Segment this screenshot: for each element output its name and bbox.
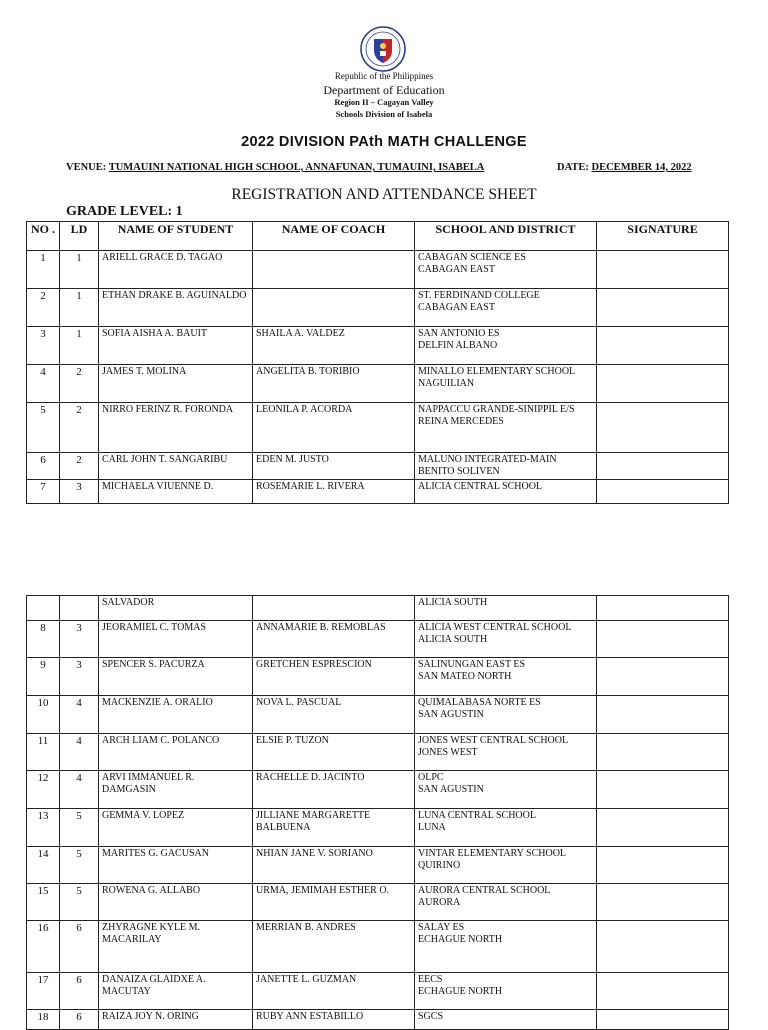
- row-school-text: JONES WEST CENTRAL SCHOOL JONES WEST: [418, 735, 569, 758]
- row-signature[interactable]: [597, 973, 729, 1010]
- row-number-text: 3: [40, 328, 46, 340]
- row-school-text: ALICIA WEST CENTRAL SCHOOL ALICIA SOUTH: [418, 622, 572, 645]
- row-school: [415, 403, 597, 453]
- republic-line: Republic of the Philippines: [334, 71, 434, 81]
- row-number: [27, 1010, 60, 1030]
- row-coach-text: RUBY ANN ESTABILLO: [256, 1011, 364, 1022]
- row-number-text: 11: [37, 735, 49, 747]
- row-student: [99, 696, 253, 734]
- row-coach: [253, 771, 415, 809]
- row-coach-text: MERRIAN B. ANDRES: [256, 922, 356, 933]
- col-signature: SIGNATURE: [597, 222, 729, 251]
- row-coach-text: JANETTE L. GUZMAN: [256, 974, 357, 985]
- row-student: [99, 771, 253, 809]
- attendance-table-page2: [26, 595, 729, 1030]
- row-signature[interactable]: [597, 658, 729, 696]
- row-ld-text: 5: [76, 885, 82, 897]
- row-coach: [253, 847, 415, 884]
- row-school: [415, 884, 597, 921]
- row-school: [415, 921, 597, 973]
- row-student-text: GEMMA V. LOPEZ: [102, 810, 185, 821]
- row-number: [27, 621, 60, 658]
- row-student-text: ZHYRAGNE KYLE M. MACARILAY: [102, 922, 201, 945]
- row-coach: [253, 327, 415, 365]
- row-ld-text: 1: [76, 252, 82, 264]
- row-school: [415, 973, 597, 1010]
- col-school: SCHOOL AND DISTRICT: [415, 222, 597, 251]
- row-number: [27, 696, 60, 734]
- row-ld: [60, 809, 99, 847]
- row-number-text: 7: [40, 481, 46, 493]
- row-number-text: 13: [37, 810, 49, 822]
- row-coach-text: RACHELLE D. JACINTO: [256, 772, 365, 783]
- table-row: [27, 696, 729, 734]
- row-coach-text: SHAILA A. VALDEZ: [256, 328, 345, 339]
- row-signature[interactable]: [597, 847, 729, 884]
- row-student: [99, 658, 253, 696]
- row-ld: [60, 365, 99, 403]
- row-signature[interactable]: [597, 771, 729, 809]
- col-coach: NAME OF COACH: [253, 222, 415, 251]
- division-line: Schools Division of Isabela: [335, 109, 433, 119]
- row-ld-text: 6: [76, 922, 82, 934]
- row-school-text: ST. FERDINAND COLLEGE CABAGAN EAST: [418, 290, 540, 313]
- row-student: [99, 734, 253, 771]
- row-signature[interactable]: [597, 480, 729, 504]
- table-row: [27, 289, 729, 327]
- row-student: [99, 251, 253, 289]
- grade-level: GRADE LEVEL: 1: [66, 204, 183, 219]
- row-coach: [253, 453, 415, 480]
- row-coach-text: LEONILA P. ACORDA: [256, 404, 353, 415]
- row-school-text: LUNA CENTRAL SCHOOL LUNA: [418, 810, 536, 833]
- row-number: [27, 403, 60, 453]
- row-student-text: MARITES G. GACUSAN: [102, 848, 209, 859]
- row-coach: [253, 1010, 415, 1030]
- row-signature[interactable]: [597, 809, 729, 847]
- row-coach: [253, 403, 415, 453]
- row-ld-text: 4: [76, 697, 82, 709]
- row-coach-text: NHIAN JANE V. SORIANO: [256, 848, 373, 859]
- row-number: [27, 734, 60, 771]
- venue-date-row: [66, 162, 706, 173]
- row-student-text: SALVADOR: [102, 597, 155, 608]
- row-number: [27, 289, 60, 327]
- row-number-text: 14: [37, 848, 49, 860]
- row-coach-text: GRETCHEN ESPRESCION: [256, 659, 372, 670]
- table-row: [27, 658, 729, 696]
- row-number-text: 8: [40, 622, 46, 634]
- row-number: [27, 365, 60, 403]
- row-number-text: 12: [37, 772, 49, 784]
- row-signature[interactable]: [597, 1010, 729, 1030]
- row-signature[interactable]: [597, 696, 729, 734]
- row-ld-text: 6: [76, 1011, 82, 1023]
- row-signature[interactable]: [597, 403, 729, 453]
- row-school-text: MINALLO ELEMENTARY SCHOOL NAGUILIAN: [418, 366, 576, 389]
- row-number: [27, 847, 60, 884]
- row-school: [415, 771, 597, 809]
- row-ld-text: 3: [76, 622, 82, 634]
- row-number-text: 4: [40, 366, 46, 378]
- table-row: [27, 1010, 729, 1030]
- row-coach: [253, 480, 415, 504]
- row-number: [27, 480, 60, 504]
- row-coach: [253, 921, 415, 973]
- row-ld: [60, 1010, 99, 1030]
- row-number: [27, 921, 60, 973]
- table-row: [27, 921, 729, 973]
- row-number-text: 1: [40, 252, 46, 264]
- table-row: [27, 809, 729, 847]
- row-coach-text: ANNAMARIE B. REMOBLAS: [256, 622, 386, 633]
- row-school: [415, 1010, 597, 1030]
- row-ld-text: 6: [76, 974, 82, 986]
- row-coach: [253, 658, 415, 696]
- row-number-text: 15: [37, 885, 49, 897]
- row-student-text: ARIELL GRACE D. TAGAO: [102, 252, 223, 263]
- row-school: [415, 621, 597, 658]
- row-number-text: 6: [40, 454, 46, 466]
- table-row: [27, 403, 729, 453]
- row-number-text: 5: [40, 404, 46, 416]
- row-student-text: DANAIZA GLAIDXE A. MACUTAY: [102, 974, 206, 997]
- row-school-text: VINTAR ELEMENTARY SCHOOL QUIRINO: [418, 848, 567, 871]
- row-ld: [60, 921, 99, 973]
- row-student-text: ROWENA G. ALLABO: [102, 885, 201, 896]
- row-ld: [60, 847, 99, 884]
- row-ld: [60, 734, 99, 771]
- col-student: NAME OF STUDENT: [99, 222, 253, 251]
- table-row: [27, 884, 729, 921]
- row-coach-text: JILLIANE MARGARETTE BALBUENA: [256, 810, 371, 833]
- row-school: [415, 847, 597, 884]
- row-coach: [253, 289, 415, 327]
- row-student: [99, 453, 253, 480]
- row-coach: [253, 884, 415, 921]
- row-school: [415, 658, 597, 696]
- row-school: [415, 289, 597, 327]
- row-number: [27, 884, 60, 921]
- venue-label: VENUE:: [66, 162, 107, 173]
- deped-seal-icon: [360, 26, 406, 72]
- row-student: [99, 480, 253, 504]
- row-number-text: 10: [37, 697, 49, 709]
- row-coach-text: ELSIE P. TUZON: [256, 735, 329, 746]
- row-school: [415, 596, 597, 621]
- row-number: [27, 658, 60, 696]
- row-school: [415, 327, 597, 365]
- row-student-text: MACKENZIE A. ORALIO: [102, 697, 213, 708]
- row-ld: [60, 327, 99, 365]
- row-signature[interactable]: [597, 453, 729, 480]
- table-row: [27, 596, 729, 621]
- row-student: [99, 809, 253, 847]
- row-school-text: SAN ANTONIO ES DELFIN ALBANO: [418, 328, 500, 351]
- row-signature[interactable]: [597, 251, 729, 289]
- row-signature[interactable]: [597, 884, 729, 921]
- row-student: [99, 327, 253, 365]
- row-student: [99, 1010, 253, 1030]
- row-school-text: AURORA CENTRAL SCHOOL AURORA: [418, 885, 551, 908]
- row-student-text: SOFIA AISHA A. BAUIT: [102, 328, 208, 339]
- row-ld: [60, 771, 99, 809]
- row-ld-text: 1: [76, 328, 82, 340]
- row-student-text: MICHAELA VIUENNE D.: [102, 481, 214, 492]
- table-row: [27, 327, 729, 365]
- row-number: [27, 596, 60, 621]
- table-row: [27, 251, 729, 289]
- col-ld: LD: [60, 222, 99, 251]
- row-coach: [253, 621, 415, 658]
- row-school-text: SGCS: [418, 1011, 444, 1022]
- row-ld-text: 5: [76, 848, 82, 860]
- table-row: [27, 973, 729, 1010]
- row-ld-text: 5: [76, 810, 82, 822]
- row-coach-text: EDEN M. JUSTO: [256, 454, 329, 465]
- row-school-text: ALICIA CENTRAL SCHOOL: [418, 481, 543, 492]
- row-ld: [60, 658, 99, 696]
- row-signature[interactable]: [597, 921, 729, 973]
- sheet-title: REGISTRATION AND ATTENDANCE SHEET: [231, 186, 537, 203]
- row-number-text: 16: [37, 922, 49, 934]
- table-row: [27, 453, 729, 480]
- row-school: [415, 480, 597, 504]
- row-number: [27, 327, 60, 365]
- row-school: [415, 453, 597, 480]
- row-number-text: 17: [37, 974, 49, 986]
- date-value: DECEMBER 14, 2022: [591, 162, 692, 173]
- row-coach-text: URMA, JEMIMAH ESTHER O.: [256, 885, 390, 896]
- row-ld: [60, 289, 99, 327]
- row-ld: [60, 596, 99, 621]
- row-student-text: RAIZA JOY N. ORING: [102, 1011, 199, 1022]
- row-ld-text: 2: [76, 454, 82, 466]
- row-number: [27, 251, 60, 289]
- row-student-text: ARVI IMMANUEL R. DAMGASIN: [102, 772, 195, 795]
- table-row: [27, 621, 729, 658]
- row-ld: [60, 621, 99, 658]
- row-student: [99, 847, 253, 884]
- row-ld: [60, 973, 99, 1010]
- row-number: [27, 771, 60, 809]
- row-signature[interactable]: [597, 289, 729, 327]
- row-ld-text: 4: [76, 735, 82, 747]
- row-student: [99, 596, 253, 621]
- row-signature[interactable]: [597, 596, 729, 621]
- row-school: [415, 696, 597, 734]
- date-block: [557, 162, 692, 173]
- row-school-text: NAPPACCU GRANDE-SINIPPIL E/S REINA MERCEDES: [418, 404, 575, 427]
- row-student-text: CARL JOHN T. SANGARIBU: [102, 454, 228, 465]
- row-coach-text: ROSEMARIE L. RIVERA: [256, 481, 365, 492]
- row-student: [99, 289, 253, 327]
- row-coach: [253, 251, 415, 289]
- attendance-table-page1: [26, 221, 729, 504]
- row-coach: [253, 365, 415, 403]
- row-school-text: OLPC SAN AGUSTIN: [418, 772, 484, 795]
- row-ld: [60, 696, 99, 734]
- row-ld: [60, 480, 99, 504]
- row-school-text: SALINUNGAN EAST ES SAN MATEO NORTH: [418, 659, 526, 682]
- row-student-text: NIRRO FERINZ R. FORONDA: [102, 404, 234, 415]
- row-signature[interactable]: [597, 365, 729, 403]
- row-signature[interactable]: [597, 327, 729, 365]
- row-number-text: 18: [37, 1011, 49, 1023]
- row-school-text: SALAY ES ECHAGUE NORTH: [418, 922, 503, 945]
- row-ld: [60, 403, 99, 453]
- table-header-row: [27, 222, 729, 251]
- row-ld-text: 3: [76, 481, 82, 493]
- row-number: [27, 973, 60, 1010]
- row-school-text: ALICIA SOUTH: [418, 597, 488, 608]
- row-student-text: ARCH LIAM C. POLANCO: [102, 735, 220, 746]
- row-ld: [60, 453, 99, 480]
- row-student-text: JEORAMIEL C. TOMAS: [102, 622, 206, 633]
- row-school-text: QUIMALABASA NORTE ES SAN AGUSTIN: [418, 697, 541, 720]
- row-coach: [253, 973, 415, 1010]
- department-line: Department of Education: [323, 83, 445, 97]
- row-coach: [253, 809, 415, 847]
- row-school-text: EECS ECHAGUE NORTH: [418, 974, 503, 997]
- region-line: Region II – Cagayan Valley: [334, 97, 434, 107]
- table-row: [27, 365, 729, 403]
- row-student: [99, 365, 253, 403]
- row-ld-text: 2: [76, 366, 82, 378]
- table-row: [27, 847, 729, 884]
- row-number: [27, 809, 60, 847]
- row-student: [99, 921, 253, 973]
- row-student: [99, 973, 253, 1010]
- row-coach: [253, 696, 415, 734]
- row-number-text: 9: [40, 659, 46, 671]
- row-ld: [60, 251, 99, 289]
- col-no: NO .: [27, 222, 60, 251]
- row-number-text: 2: [40, 290, 46, 302]
- row-ld-text: 2: [76, 404, 82, 416]
- row-number: [27, 453, 60, 480]
- row-school: [415, 365, 597, 403]
- event-title: 2022 DIVISION PAth MATH CHALLENGE: [241, 134, 527, 150]
- row-ld-text: 1: [76, 290, 82, 302]
- row-student: [99, 403, 253, 453]
- row-ld: [60, 884, 99, 921]
- row-school: [415, 251, 597, 289]
- row-student: [99, 884, 253, 921]
- venue-value: TUMAUINI NATIONAL HIGH SCHOOL, ANNAFUNAN, TUMAUINI, ISABELA: [108, 162, 485, 173]
- row-coach-text: NOVA L. PASCUAL: [256, 697, 342, 708]
- row-coach: [253, 734, 415, 771]
- table-row: [27, 734, 729, 771]
- row-coach: [253, 596, 415, 621]
- row-school: [415, 809, 597, 847]
- table-row: [27, 480, 729, 504]
- date-label: DATE:: [557, 162, 589, 173]
- row-school: [415, 734, 597, 771]
- row-signature[interactable]: [597, 734, 729, 771]
- table-row: [27, 771, 729, 809]
- row-ld-text: 3: [76, 659, 82, 671]
- row-student-text: ETHAN DRAKE B. AGUINALDO: [102, 290, 247, 301]
- row-signature[interactable]: [597, 621, 729, 658]
- row-ld-text: 4: [76, 772, 82, 784]
- row-student: [99, 621, 253, 658]
- row-coach-text: ANGELITA B. TORIBIO: [256, 366, 360, 377]
- row-student-text: JAMES T. MOLINA: [102, 366, 187, 377]
- row-student-text: SPENCER S. PACURZA: [102, 659, 205, 670]
- row-school-text: MALUNO INTEGRATED-MAIN BENITO SOLIVEN: [418, 454, 557, 477]
- row-school-text: CABAGAN SCIENCE ES CABAGAN EAST: [418, 252, 526, 275]
